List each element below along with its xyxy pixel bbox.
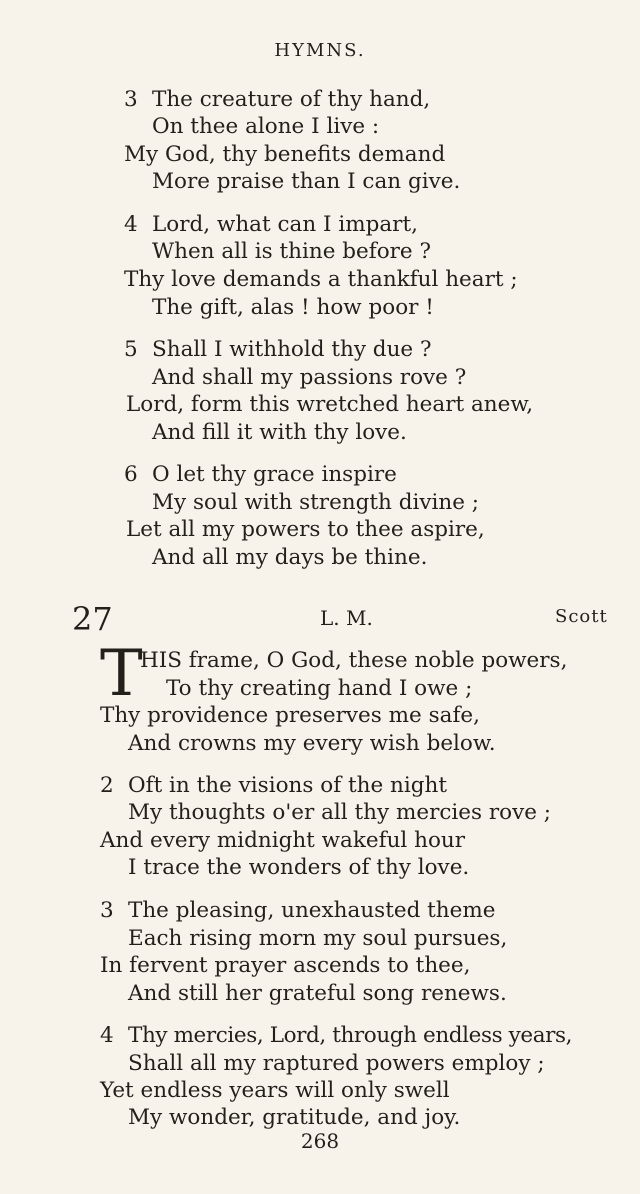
verse-line: And still her grateful song renews.	[128, 981, 507, 1006]
verse-line: Oft in the visions of the night	[128, 773, 448, 798]
verse-line: O let thy grace inspire	[152, 462, 397, 487]
verse-line: The pleasing, unexhausted theme	[128, 898, 496, 923]
verse-line: Each rising morn my soul pursues,	[128, 926, 508, 951]
stanza-number: 5	[124, 337, 138, 362]
verse-line: Thy providence preserves me safe,	[100, 703, 480, 728]
hymn-header	[0, 600, 640, 640]
hymn-meter: L. M.	[320, 606, 373, 630]
verse-line: My God, thy benefits demand	[124, 142, 446, 167]
verse-line: Thy mercies, Lord, through endless years,	[128, 1023, 573, 1048]
verse-line: And fill it with thy love.	[152, 420, 407, 445]
verse-line: And shall my passions rove ?	[152, 365, 467, 390]
verse-line: And every midnight wakeful hour	[100, 828, 466, 853]
running-head: HYMNS.	[274, 40, 366, 61]
verse-line: Shall I withhold thy due ?	[152, 337, 432, 362]
hymn-number: 27	[72, 600, 113, 638]
verse-line: The gift, alas ! how poor !	[152, 295, 434, 320]
verse-line: My wonder, gratitude, and joy.	[128, 1105, 461, 1130]
verse-line: Lord, what can I impart,	[152, 212, 418, 237]
hymn-author: Scott	[555, 606, 608, 627]
stanza-number: 6	[124, 462, 138, 487]
verse-line: And crowns my every wish below.	[128, 731, 496, 756]
verse-line: My thoughts o'er all thy mercies rove ;	[128, 800, 552, 825]
verse-line: Yet endless years will only swell	[100, 1078, 450, 1103]
verse-line: When all is thine before ?	[152, 239, 432, 264]
verse-line: Let all my powers to thee aspire,	[126, 517, 485, 542]
verse-line: Thy love demands a thankful heart ;	[124, 267, 518, 292]
verse-line: To thy creating hand I owe ;	[166, 676, 473, 701]
verse-line: I trace the wonders of thy love.	[128, 855, 470, 880]
verse-line: My soul with strength divine ;	[152, 490, 480, 515]
stanza-number: 3	[124, 87, 138, 112]
stanza-number: 4	[100, 1023, 114, 1048]
verse-line: HIS frame, O God, these noble powers,	[140, 648, 568, 673]
stanza-number: 4	[124, 212, 138, 237]
verse-line: More praise than I can give.	[152, 169, 461, 194]
page-number: 268	[300, 1129, 340, 1153]
drop-cap: T	[100, 637, 143, 711]
stanza-number: 2	[100, 773, 114, 798]
verse-line: In fervent prayer ascends to thee,	[100, 953, 471, 978]
verse-line: And all my days be thine.	[152, 545, 428, 570]
verse-line: The creature of thy hand,	[152, 87, 431, 112]
stanza-number: 3	[100, 898, 114, 923]
verse-line: Shall all my raptured powers employ ;	[128, 1051, 545, 1076]
verse-line: Lord, form this wretched heart anew,	[126, 392, 534, 417]
verse-line: On thee alone I live :	[152, 114, 380, 139]
